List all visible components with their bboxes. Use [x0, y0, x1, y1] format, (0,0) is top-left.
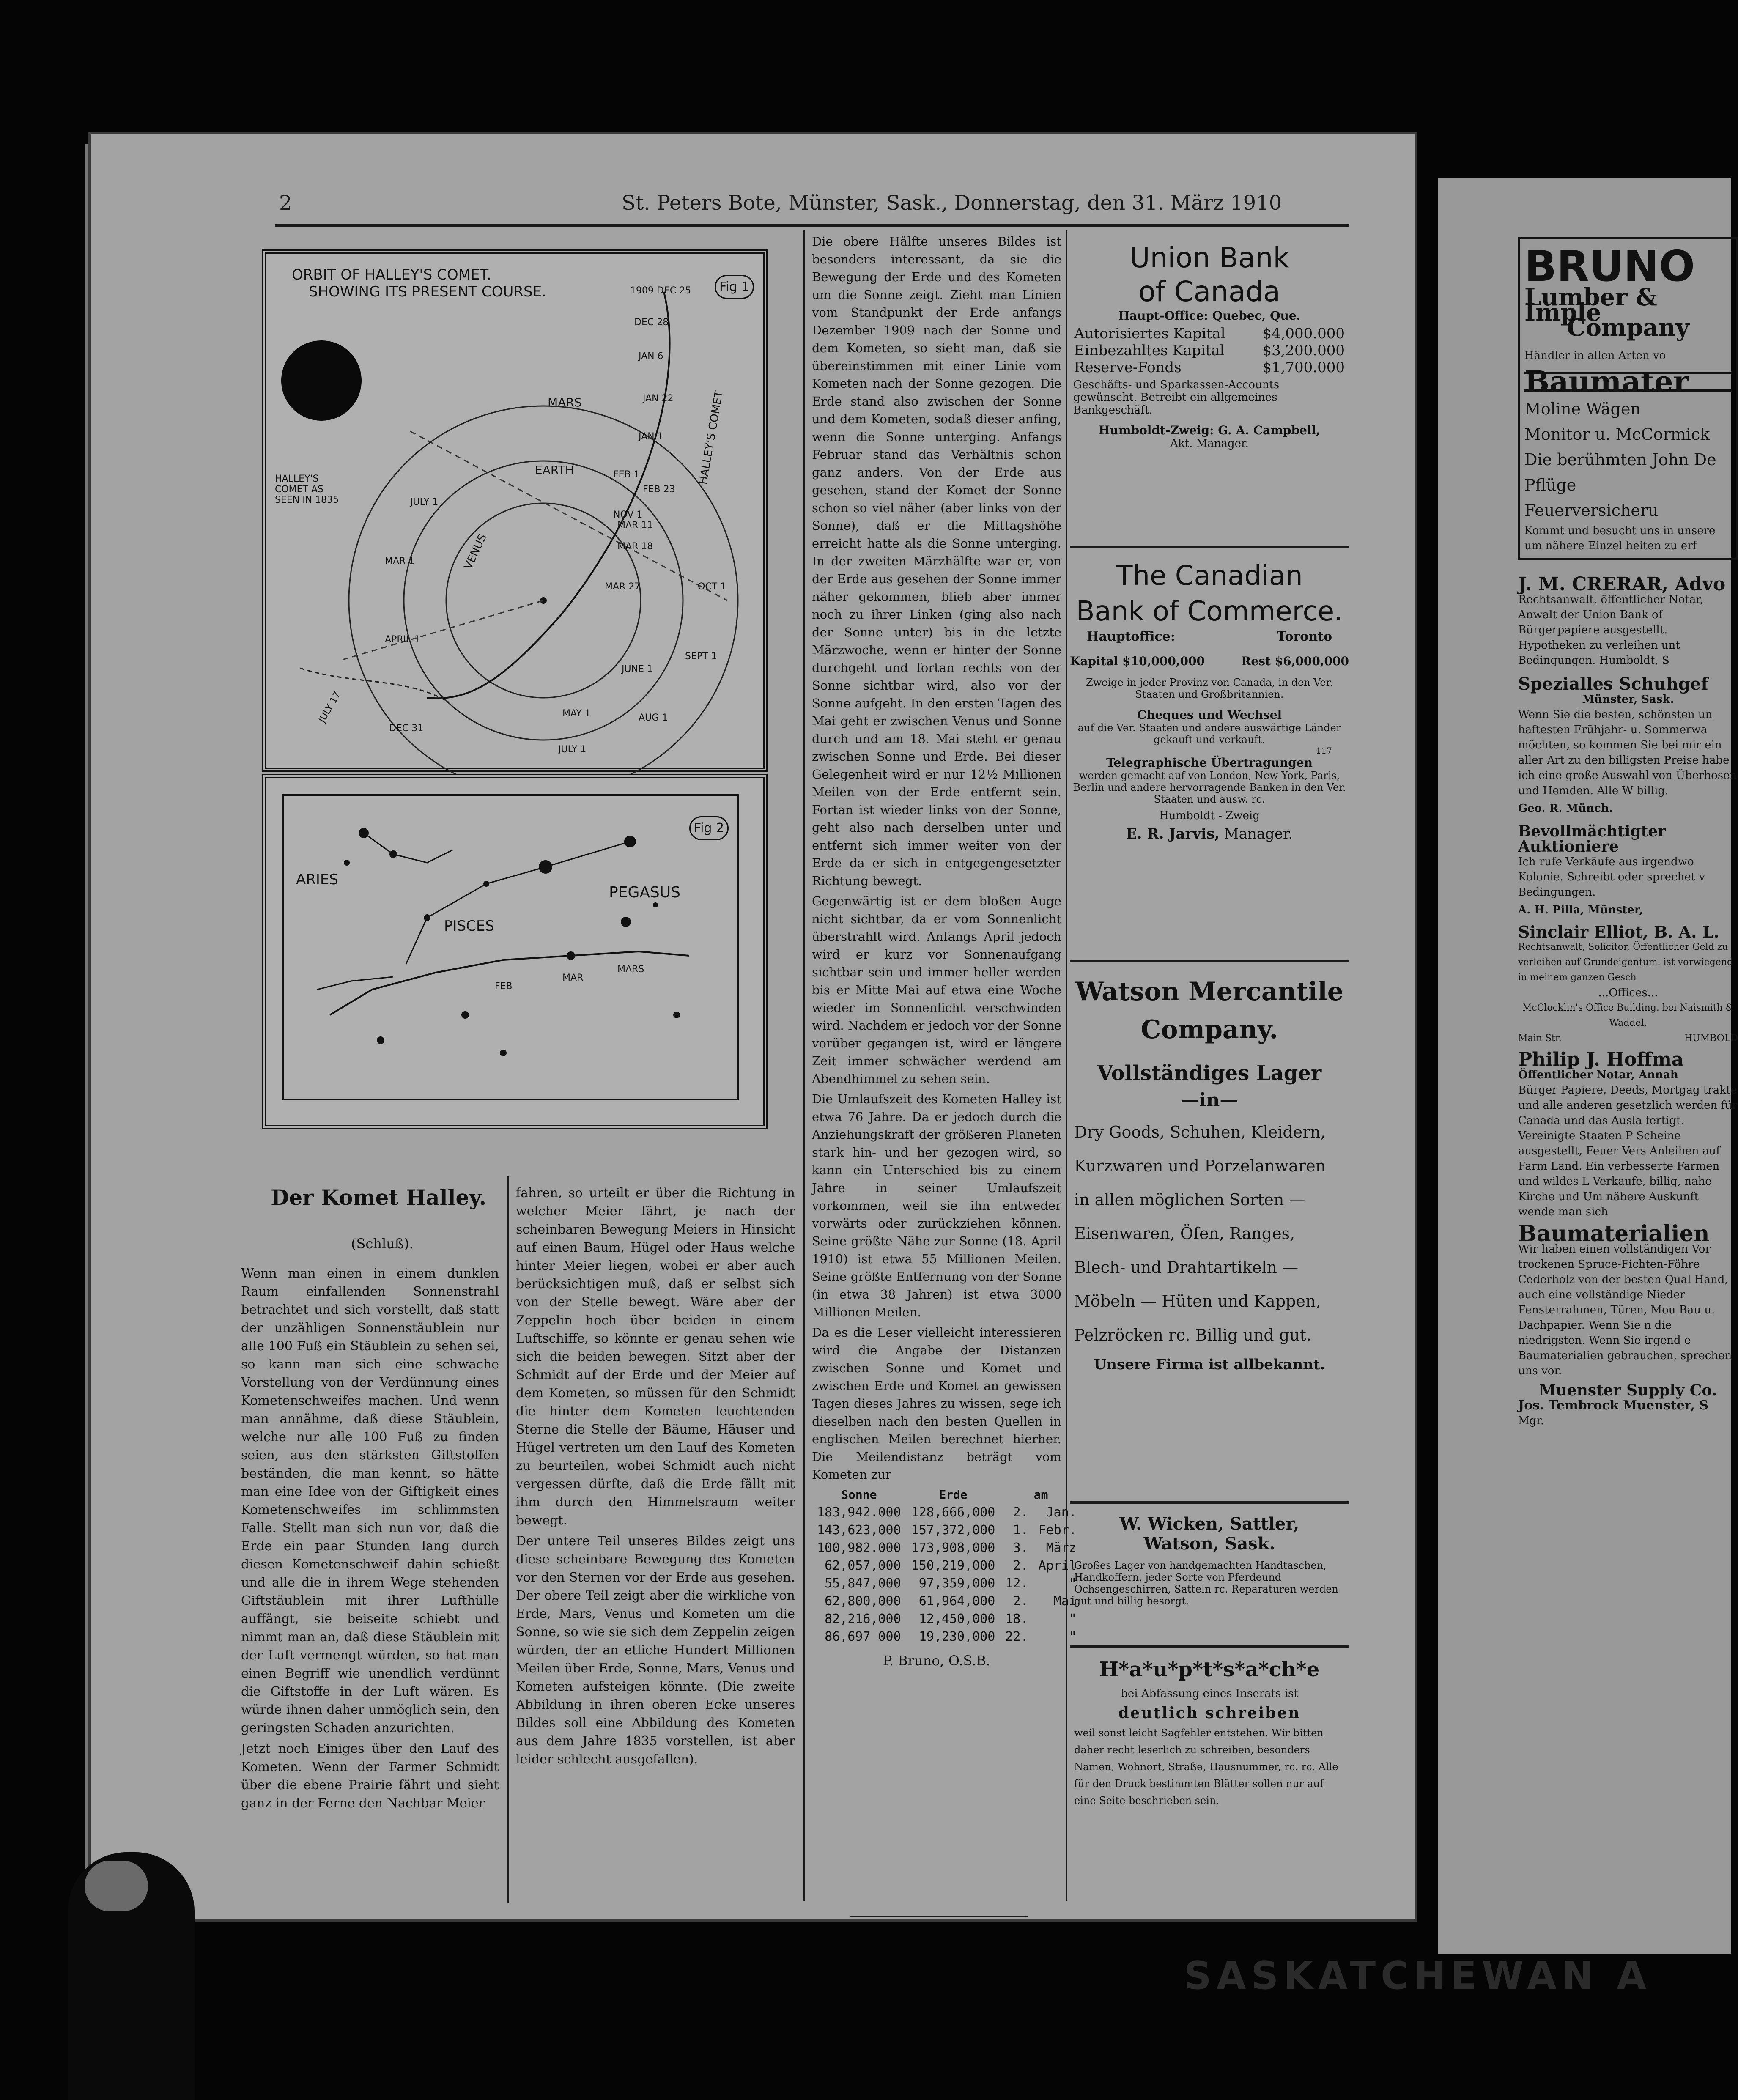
- table-cell: 12,450,000: [918, 1612, 995, 1626]
- table-cell: 157,372,000: [911, 1523, 995, 1538]
- list-item: Monitor u. McCormick: [1524, 425, 1710, 444]
- table-cell: 100,982.000: [817, 1541, 901, 1555]
- label-mars-fig2: MARS: [617, 964, 644, 975]
- table-cell: Febr.: [1038, 1523, 1077, 1538]
- date-12: OCT 1: [698, 581, 726, 592]
- table-cell: April: [1038, 1558, 1077, 1573]
- union-bank-ad: Union Bank of Canada Haupt-Office: Quebec, Que. Autorisiertes Kapital $4,000.000 Einbezahltes Kapital $3,200.000 Reserve-Fonds $1,700.000 Geschäfts- und Sparkassen-Accounts gewünscht. Betreibt ein allgemeines Bankgeschäft. Humboldt-Zweig: G. A. Campbell, Akt. Manager.: [1070, 241, 1349, 450]
- date-4: JAN 22: [643, 393, 674, 404]
- table-row: [812, 1593, 1082, 1610]
- table-cell: 143,623,000: [817, 1523, 901, 1538]
- figure2-tag: Fig 2: [689, 816, 729, 840]
- date-18: APRIL 1: [385, 634, 420, 645]
- table-row: [812, 1628, 1082, 1646]
- table-cell: Mai: [1053, 1594, 1077, 1609]
- date-5: JAN 1: [639, 431, 663, 442]
- paragraph: fahren, so urteilt er über die Richtung in welcher Meier fährt, je nach der scheinbaren Bewegung Meiers in Hinsicht auf einen Baum, Hügel oder Haus welche hinter Meier liegen, wobei er aber auch berücksichtigen muß, daß er selbst sich von der Stelle bewegt. Wäre aber der Zeppelin hoch über beiden in einem Luftschiffe, so könnte er genau sehen wie sich die beiden bewegen. Sitzt aber der Schmidt auf der Erde und der Meier auf dem Kometen, so müssen für den Schmidt die hinter dem Kometen leuchtenden Sterne die Stelle der Bäume, Häuser und Hügel vertreten um den Lauf des Kometen zu beurteilen, wobei Schmidt auch nicht vergessen dürfte, daß die Erde fällt mit ihm durch den Himmelsraum weiter bewegt.: [516, 1186, 795, 1528]
- capital-row: Autorisiertes Kapital $4,000.000: [1074, 325, 1345, 342]
- table-cell: ": [1069, 1576, 1077, 1591]
- table-cell: 183,942.000: [817, 1505, 901, 1520]
- table-row: [812, 1504, 1082, 1522]
- list-item: Feuerversicheru: [1524, 501, 1659, 520]
- table-cell: 3.: [1013, 1541, 1028, 1555]
- capital-row: Einbezahltes Kapital $3,200.000: [1074, 342, 1345, 359]
- paragraph: Der untere Teil unseres Bildes zeigt uns diese scheinbare Bewegung des Kometen vor den Sternen vor der Erde aus gesehen. Der obere Teil zeigt aber die wirkliche von Erde, Mars, Venus und Kometen um die Sonne, so wie sie sich dem Zeppelin zeigen würden, der an etliche Hundert Millionen Meilen über Erde, Sonne, Mars, Venus und Kometen aufsteigen könnte. (Die zweite Abbildung in ihren oberen Ecke unseres Bildes soll eine Abbildung des Kometen aus dem Jahre 1835 vorstellen, ist aber leider schlecht ausgefallen).: [516, 1534, 795, 1767]
- paragraph: Jetzt noch Einiges über den Lauf des Kometen. Wenn der Farmer Schmidt über die ebene Prairie fährt und sieht ganz in der Ferne den Nachbar Meier: [241, 1741, 499, 1811]
- table-cell: 2.: [1013, 1594, 1028, 1609]
- orbit-diagram: [266, 254, 755, 759]
- ad-divider: [1070, 546, 1349, 548]
- table-cell: 18.: [1005, 1612, 1028, 1626]
- date-13: SEPT 1: [685, 651, 717, 662]
- table-cell: 97,359,000: [918, 1576, 995, 1591]
- table-cell: 82,216,000: [825, 1612, 901, 1626]
- masthead-line: St. Peters Bote, Münster, Sask., Donnerstag, den 31. März 1910: [622, 191, 1282, 215]
- table-cell: ": [1069, 1629, 1077, 1644]
- date-1: 1909 DEC 25: [630, 285, 691, 296]
- table-cell: 12.: [1005, 1576, 1028, 1591]
- wicken-saddler-ad: W. Wicken, Sattler, Watson, Sask. Großes Lager von handgemachten Handtaschen, Handkoffern, jeder Sorte von Pferdeund Ochsengeschirren, Satteln rc. Reparaturen werden gut und billig besorgt.: [1074, 1514, 1338, 1607]
- table-cell: 150,219,000: [911, 1558, 995, 1573]
- article-column-2: [516, 1184, 795, 1771]
- label-feb: FEB: [495, 981, 513, 992]
- table-cell: 1.: [1013, 1523, 1028, 1538]
- ad-divider: [1070, 1645, 1349, 1648]
- date-15: JULY 1: [558, 744, 587, 755]
- table-cell: 2.: [1013, 1558, 1028, 1573]
- list-item: Die berühmten John De: [1524, 450, 1716, 469]
- capital-row: Reserve-Fonds $1,700.000: [1074, 359, 1345, 376]
- page-number: 2: [279, 191, 292, 215]
- date-17: MAY 1: [562, 708, 591, 719]
- article-subheading: (Schluß).: [351, 1236, 414, 1252]
- canadian-bank-ad: The Canadian Bank of Commerce. Hauptoffice: Toronto Kapital $10,000,000 Rest $6,000,000 Zweige in jeder Provinz von Canada, in den Ver. Staaten und Großbritannien. Cheques und Wechsel auf die Ver. Staaten und andere auswärtige Länder gekauft und verkauft. 117 Telegraphische Übertragungen werden gemacht auf von London, New York, Paris, Berlin und andere hervorragende Banken in den Ver. Staaten und ausw. rc. Humboldt - Zweig E. R. Jarvis, Manager.: [1070, 560, 1349, 842]
- table-cell: Jan.: [1046, 1505, 1077, 1520]
- table-cell: 2.: [1013, 1505, 1028, 1520]
- union-bank-capital: [1070, 323, 1349, 378]
- date-21: DEC 31: [389, 723, 424, 734]
- date-8: MAR 11: [617, 520, 653, 531]
- table-cell: 62,057,000: [825, 1558, 901, 1573]
- table-row: [812, 1522, 1082, 1539]
- label-pegasus: PEGASUS: [609, 884, 681, 901]
- table-row: [812, 1610, 1082, 1628]
- label-halley-1835: HALLEY'S COMET AS SEEN IN 1835: [275, 474, 339, 505]
- table-cell: ": [1069, 1612, 1077, 1626]
- header-rule: [275, 224, 1349, 227]
- paragraph: Da es die Leser vielleicht interessieren wird die Angabe der Distanzen zwischen Sonne und Komet und zwischen Erde und Komet an gewissen Tagen dieses Jahres zu wissen, sege ich dieselben nach den besten Quellen in englischen Meilen berechnet hierher. Die Meilendistanz beträgt vom Kometen zur: [812, 1325, 1061, 1482]
- column-rule: [1066, 230, 1067, 1901]
- date-10: MAR 27: [605, 581, 641, 592]
- label-pisces: PISCES: [444, 918, 494, 935]
- paragraph: Die obere Hälfte unseres Bildes ist besonders interessant, da sie die Bewegung der Erde und des Kometen um die Sonne zeigt. Zieht man Linien vom Standpunkt der Erde anfangs Dezember 1909 nach der Sonne und dem Kometen, so sieht man, daß sie übereinstimmen mit einer Linie vom Kometen nach der Sonne gezogen. Die Erde stand also zwischen der Sonne und dem Kometen, sodaß dieser anfing, wenn die Sonne unterging. Anfangs Februar stand das Verhältnis schon ganz anders. Von der Erde aus gesehen, stand der Komet der Sonne schon so viel näher (aber links von der Sonne), daß er die Mittagshöhe erreicht hatte als die Sonne unterging. In der zweiten Märzhälfte war er, von der Erde aus gesehen der Sonne immer näher gekommen, blieb aber immer noch zu ihrer Linken (ging also nach der Sonne unter) bis in die letzte Märzwoche, wenn er hinter der Sonne durchgeht und fortan rechts von der Sonne sichtbar wird, also vor der Sonne aufgeht. In den ersten Tagen des Mai geht er zwischen Venus und Sonne durch und am 18. Mai steht er genau zwischen Sonne und Erde. Bei dieser Gelegenheit wird er nur 12½ Millionen Meilen von der Erde entfernt sein. Fortan ist wieder links von der Sonne, geht also nach derselben unter und entfernt sich immer weiter von der Erde da er sich in entgegengesetzter Richtung bewegt.: [812, 234, 1061, 888]
- list-item: Moline Wägen: [1524, 400, 1641, 418]
- pisces-starfield-figure: [262, 774, 768, 1129]
- article-heading: Der Komet Halley.: [271, 1185, 487, 1210]
- label-halleys-comet: HALLEY'S COMET: [696, 390, 726, 485]
- date-9: MAR 18: [617, 541, 653, 552]
- figure1-tag: Fig 1: [715, 275, 754, 299]
- article-signature: P. Bruno, O.S.B.: [883, 1653, 991, 1669]
- watson-mercantile-ad: Watson Mercantile Company. Vollständiges Lager —in— Dry Goods, Schuhen, Kleidern, Kurzwaren und Porzelanwaren in allen möglichen Sorten — Eisenwaren, Öfen, Ranges, Blech- und Drahtartikeln — Möbeln — Hüten und Kappen, Pelzröcken rc. Billig und gut. Unsere Firma ist allbekannt.: [1074, 977, 1343, 1373]
- list-item: Pflüge: [1524, 476, 1576, 494]
- date-6: FEB 1: [613, 469, 640, 480]
- distance-table: Sonne Erde am 183,942.000 128,666,000 2. Jan. 143,623,000 157,372,000 1. Febr. 100,982.000 173,908,000 3. März 62,057,000 150,219,000 2. April 55,847,000 97,359,000 12. " 62,800,000 61,964,000 2. Mai 82,216,000 12,450,000 18. " 86,697 000 19,230,000 22. ": [812, 1486, 1082, 1646]
- date-14: AUG 1: [639, 713, 668, 723]
- label-mar: MAR: [562, 973, 584, 983]
- column-rule: [507, 1176, 509, 1903]
- table-cell: 61,964,000: [918, 1594, 995, 1609]
- label-earth: EARTH: [535, 463, 574, 477]
- label-venus: VENUS: [462, 532, 490, 572]
- date-11: NOV 1: [613, 510, 643, 520]
- figure1-title: ORBIT OF HALLEY'S COMET. SHOWING ITS PRESENT COURSE.: [292, 266, 546, 300]
- ad-divider: [1070, 960, 1349, 962]
- paragraph: Wenn man einen in einem dunklen Raum einfallenden Sonnenstrahl betrachtet und sich vorstellt, daß statt der unzähligen Sonnenstäublein nur alle 100 Fuß ein Stäublein zu sehen sei, so kann man sich eine schwache Vorstellung von der Verdünnung eines Kometenschweifes machen. Und wenn man annähme, daß diese Stäublein, welche nur alle 100 Fuß zu finden seien, aus den stärksten Giftstoffen beständen, die man kennt, so hätte man eine Idee von der Giftigkeit eines Kometenschweifes im schlimmsten Falle. Stellt man sich nun vor, daß die Erde ein paar Stunden lang durch diesen Kometenschweif dahin schießt und alle die in ihrem Wege stehenden Giftstäublein mit ihrer Lufthülle auffängt, sie beiseite schiebt und nimmt man an, daß diese Stäublein mit der Luft vermengt würden, so hat man einen Begriff wie unendlich verdünnt die Giftstoffe in der Luft wären. Es würde ihnen daher unmöglich sein, den geringsten Schaden anzurichten.: [241, 1266, 499, 1735]
- table-cell: 22.: [1005, 1629, 1028, 1644]
- date-19: MAR 1: [385, 556, 415, 567]
- date-20: JULY 1: [410, 497, 439, 507]
- table-row: [812, 1557, 1082, 1575]
- date-16: JUNE 1: [622, 664, 653, 674]
- table-cell: 86,697 000: [825, 1629, 901, 1644]
- paragraph: Die Umlaufszeit des Kometen Halley ist etwa 76 Jahre. Da er jedoch durch die Anziehungskraft der größeren Planeten stark hin- und her gezogen wird, so kann ein Unterschied bis zu einem Jahre in seiner Umlaufszeit vorkommen, weil sie ihn entweder vorwärts oder zurückziehen können. Seine größte Nähe zur Sonne (18. April 1910) ist etwa 55 Millionen Meilen. Seine größte Entfernung von der Sonne (in etwa 38 Jahren) ist etwa 3000 Millionen Meilen.: [812, 1092, 1061, 1319]
- bottom-ornament: [850, 1916, 1028, 1917]
- thumbnail: [85, 1861, 148, 1911]
- table-cell: 128,666,000: [911, 1505, 995, 1520]
- date-2: DEC 28: [634, 317, 669, 328]
- notice-ad: H*a*u*p*t*s*a*ch*e bei Abfassung eines Inserats ist deutlich schreiben weil sonst leicht Sagfehler entstehen. Wir bitten daher recht leserlich zu schreiben, besonders Namen, Wohnort, Straße, Hausnummer, rc. rc. Alle für den Druck bestimmten Blätter sollen nur auf eine Seite beschrieben sein.: [1074, 1658, 1338, 1807]
- table-row: [812, 1539, 1082, 1557]
- ad-divider: [1070, 1501, 1349, 1504]
- table-cell: 19,230,000: [918, 1629, 995, 1644]
- table-row: [812, 1575, 1082, 1593]
- date-7: FEB 23: [643, 484, 675, 495]
- label-aries: ARIES: [296, 871, 338, 888]
- date-3: JAN 6: [639, 351, 663, 362]
- page-header: [178, 191, 1353, 217]
- archive-stamp: SASKATCHEWAN A: [1184, 1954, 1652, 1998]
- table-cell: 55,847,000: [825, 1576, 901, 1591]
- article-column-1: [241, 1264, 499, 1815]
- table-cell: 62,800,000: [825, 1594, 901, 1609]
- table-cell: 173,908,000: [911, 1541, 995, 1555]
- table-cell: März: [1046, 1541, 1077, 1555]
- date-22: JULY 17: [317, 690, 343, 725]
- next-page-content: BRUNO Lumber & Imple Company Händler in allen Arten vo Baumater Moline Wägen Monitor u. McCormick Die berühmten John De Pflüge Feuerversicheru Kommt und besucht uns in unsere um nähere Einzel heiten zu erf J. M. CRERAR, Advo Rechtsanwalt, öffentlicher Notar, Anwalt der Union Bank of Bürgerpapiere ausgestellt. Hypotheken zu verleihen unt Bedingungen. Humboldt, S Spezialles Schuhgef Münster, Sask. Wenn Sie die besten, schönsten un haftesten Frühjahr- u. Sommerwa möchten, so kommen Sie bei mir ein aller Art zu den billigsten Preise habe ich eine große Auswahl von Überhosen und Hemden. Alle W billig. Geo. R. Münch. Bevollmächtigter Auktioniere Ich rufe Verkäufe aus irgendwo Kolonie. Schreibt oder sprechet v Bedingungen. A. H. Pilla, Münster, Sinclair Elliot, B. A. L. Rechtsanwalt, Solicitor, Öffentlicher Geld zu verleihen auf Grundeigentum. ist vorwiegend in meinem ganzen Gesch ...Offices... McClocklin's Office Building. bei Naismith & Waddel, Main Str. HUMBOLD Philip J. Hoffma Öffentlicher Notar, Annah Bürger Papiere, Deeds, Mortgag trakte und alle anderen gesetzlich werden für Canada und das Ausla fertigt. Vereinigte Staaten P Scheine ausgestellt, Feuer Vers Anleihen auf Farm Land. Ein verbesserte Farmen und wildes L Verkaufe, billig, nahe Kirche und Um nähere Auskunft wende man sich Baumaterialien Wir haben einen vollständigen Vor trockenen Spruce-Fichten-Föhre Cederholz von der besten Qual Hand, auch eine vollständige Nieder Fensterrahmen, Türen, Mou Bau u. Dachpapier. Wenn Sie n die niedrigsten. Wenn Sie irgend e Baumaterialien gebrauchen, sprechen uns vor. Muenster Supply Co. Jos. Tembrock Muenster, S Mgr.: [1518, 237, 1738, 1886]
- article-column-3: [812, 233, 1077, 1670]
- column-rule: [803, 230, 805, 1901]
- halley-orbit-figure: [262, 249, 768, 772]
- paragraph: Gegenwärtig ist er dem bloßen Auge nicht sichtbar, da er vom Sonnenlicht überstrahlt wird. Anfangs April jedoch wird er kurz vor Sonnenaufgang sichtbar sein und immer heller werden bis er Mitte Mai auf etwa eine Woche wieder im Sonnenlicht verschwinden wird. Nachdem er jedoch vor der Sonne vorüber gegangen ist, wird er längere Zeit immer schwächer werdend am Abendhimmel zu sehen sein.: [812, 894, 1061, 1086]
- label-mars: MARS: [548, 395, 582, 409]
- starfield-diagram: [266, 778, 755, 1116]
